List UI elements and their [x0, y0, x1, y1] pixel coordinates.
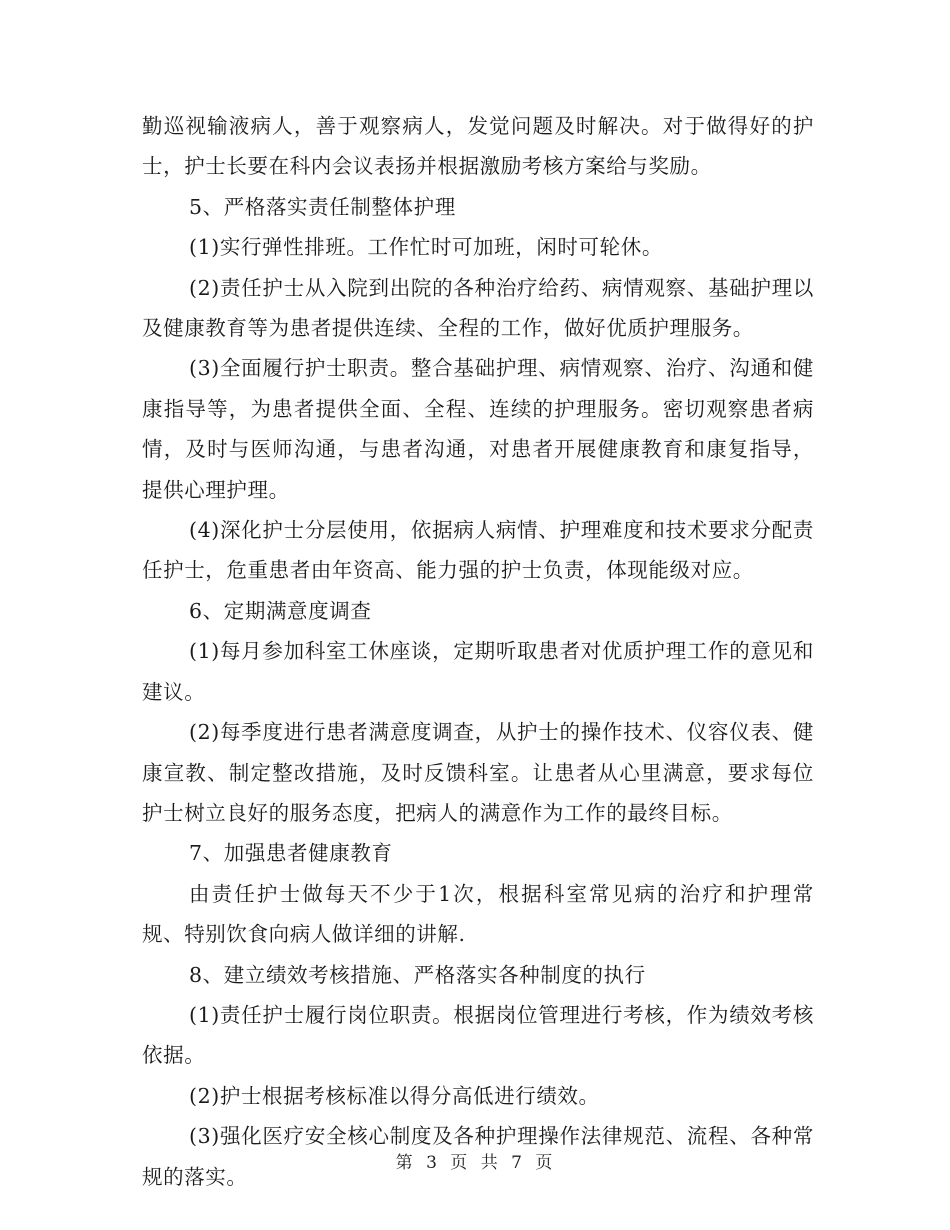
paragraph-6-1: (1)每月参加科室工休座谈，定期听取患者对优质护理工作的意见和建议。 [142, 639, 814, 704]
paragraph-5-3: (3)全面履行护士职责。整合基础护理、病情观察、治疗、沟通和健康指导等，为患者提供全面、全程、连续的护理服务。密切观察患者病情，及时与医师沟通，与患者沟通，对患者开展健康教育和康复指导，提供心理护理。 [142, 356, 814, 502]
document-body [142, 106, 814, 1197]
paragraph-8-2: (2)护士根据考核标准以得分高低进行绩效。 [189, 1083, 600, 1108]
paragraph-5-1: (1)实行弹性排班。工作忙时可加班，闲时可轮休。 [189, 235, 663, 260]
paragraph-7-body: 由责任护士做每天不少于1次，根据科室常见病的治疗和护理常规、特别饮食向病人做详细的讲解. [142, 881, 814, 947]
paragraph-5-4: (4)深化护士分层使用，依据病人病情、护理难度和技术要求分配责任护士，危重患者由年资高、能力强的护士负责，体现能级对应。 [142, 518, 814, 583]
paragraph-continuation: 勤巡视输液病人，善于观察病人，发觉问题及时解决。对于做得好的护士，护士长要在科内会议表扬并根据激励考核方案给与奖励。 [142, 114, 814, 179]
section-heading-5: 5、严格落实责任制整体护理 [189, 194, 456, 219]
section-heading-6: 6、定期满意度调查 [189, 598, 372, 623]
paragraph-8-3: (3)强化医疗安全核心制度及各种护理操作法律规范、流程、各种常规的落实。 [142, 1124, 814, 1189]
paragraph-6-2: (2)每季度进行患者满意度调查，从护士的操作技术、仪容仪表、健康宣教、制定整改措施，及时反馈科室。让患者从心里满意，要求每位护士树立良好的服务态度，把病人的满意作为工作的最终目标。 [142, 720, 814, 825]
paragraph-8-1: (1)责任护士履行岗位职责。根据岗位管理进行考核，作为绩效考核依据。 [142, 1002, 814, 1068]
page-number-footer: 第 3 页 共 7 页 [395, 1153, 555, 1173]
paragraph-5-2: (2)责任护士从入院到出院的各种治疗给药、病情观察、基础护理以及健康教育等为患者提供连续、全程的工作，做好优质护理服务。 [142, 275, 814, 341]
section-heading-7: 7、加强患者健康教育 [189, 841, 393, 866]
section-heading-8: 8、建立绩效考核措施、严格落实各种制度的执行 [189, 962, 646, 987]
